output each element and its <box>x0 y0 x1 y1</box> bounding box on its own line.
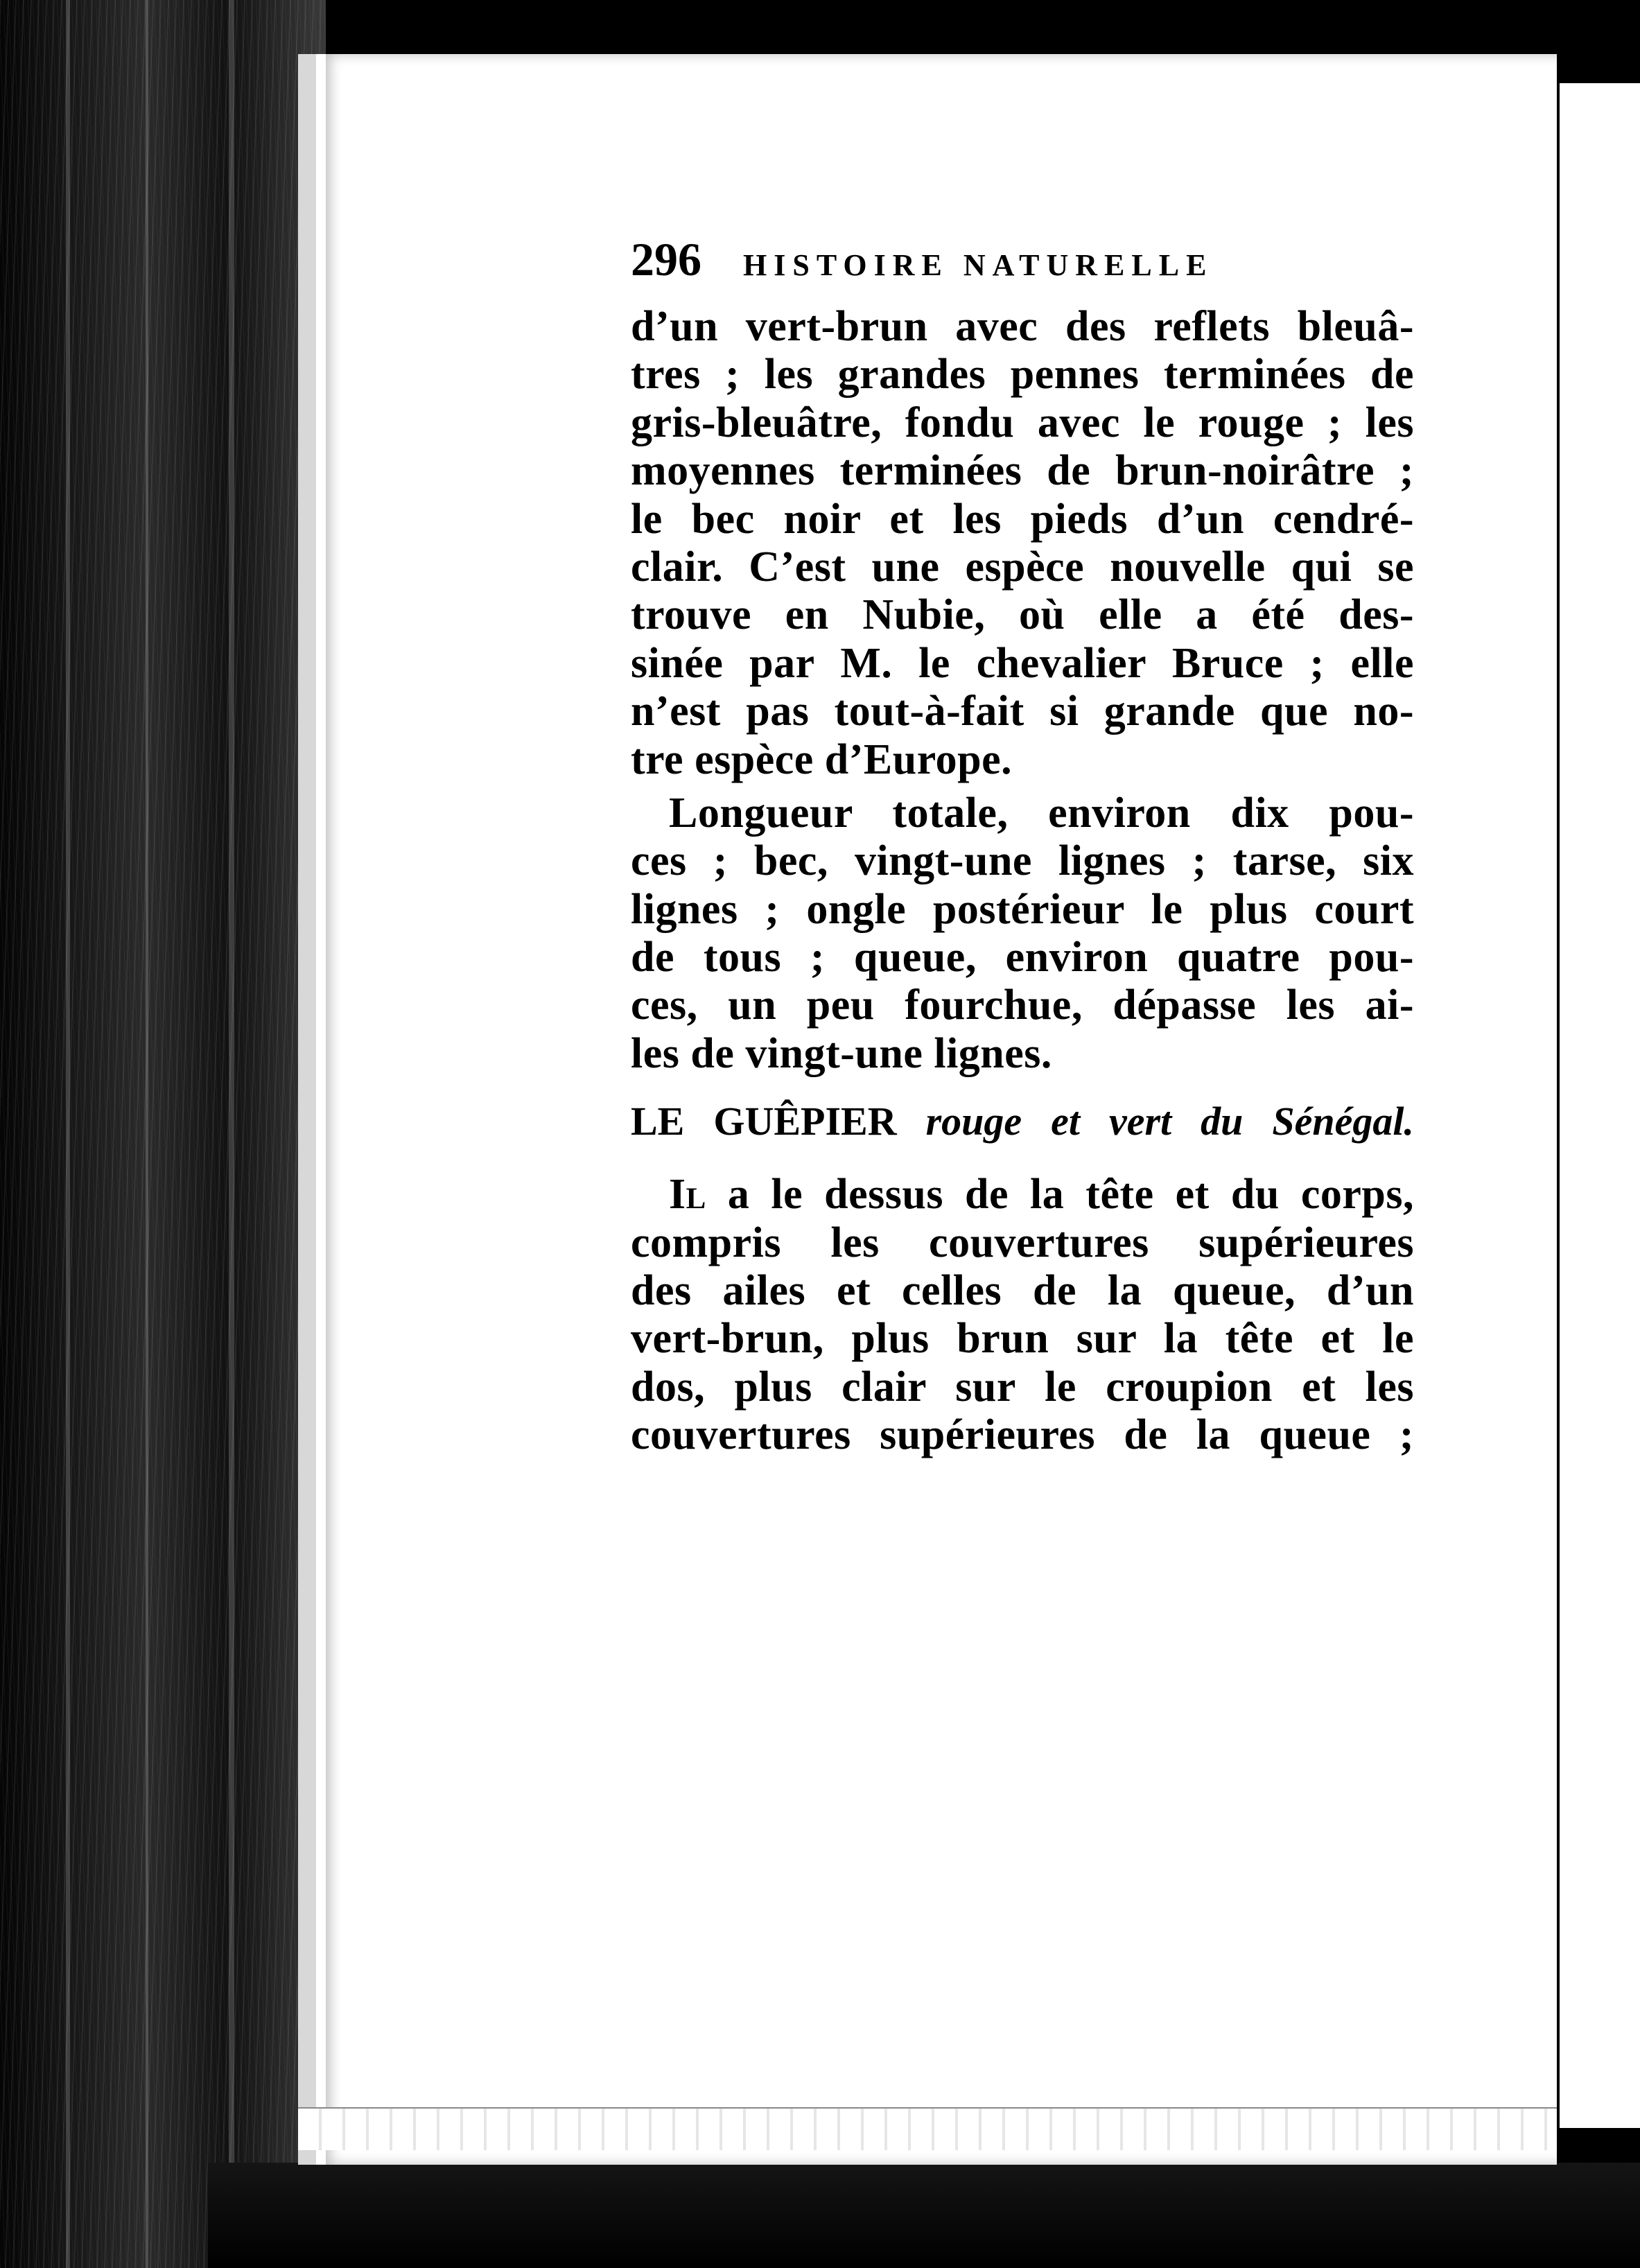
drop-cap: Il <box>669 1171 706 1219</box>
text-line: ces, un peu fourchue, dépasse les ai- <box>631 982 1414 1029</box>
text-line: sinée par M. le chevalier Bruce ; elle <box>631 639 1414 687</box>
text-line: de tous ; queue, environ quatre pou- <box>631 934 1414 982</box>
text-line: le bec noir et les pieds d’un cendré- <box>631 495 1414 543</box>
text-line: dos, plus clair sur le croupion et les <box>631 1363 1414 1411</box>
section-heading <box>631 1090 1414 1153</box>
page-bottom-edge <box>298 2107 1557 2150</box>
text-line: couvertures supérieures de la queue ; <box>631 1411 1414 1459</box>
scan-bottom-border <box>208 2163 1640 2268</box>
text-line: d’un vert-brun avec des reflets bleuâ- <box>631 303 1414 350</box>
text-line: ces ; bec, vingt-une lignes ; tarse, six <box>631 837 1414 885</box>
text-line: tre espèce d’Europe. <box>631 735 1013 783</box>
paragraph-measurements-continued <box>631 837 1414 1078</box>
page-number: 296 <box>631 233 701 286</box>
running-title: HISTOIRE NATURELLE <box>743 248 1214 282</box>
binding-streak <box>146 0 148 2268</box>
heading-subtitle: rouge et vert du Sénégal. <box>925 1099 1414 1144</box>
binding-streak <box>229 0 234 2268</box>
paragraph-measurements <box>631 790 1414 837</box>
text-line: moyennes terminées de brun-noirâtre ; <box>631 447 1414 495</box>
text-line: n’est pas tout-à-fait si grande que no- <box>631 688 1414 735</box>
page-text <box>631 232 1414 1460</box>
text-line-rest: a le dessus de la tête et du corps, <box>706 1171 1414 1219</box>
text-line: des ailes et celles de la queue, d’un <box>631 1267 1414 1315</box>
paragraph-description <box>631 303 1414 784</box>
binding-streak <box>66 0 70 2268</box>
running-header <box>631 232 1414 303</box>
text-line: lignes ; ongle postérieur le plus court <box>631 885 1414 933</box>
facing-page-edge <box>1553 83 1640 2128</box>
text-line: vert-brun, plus brun sur la tête et le <box>631 1315 1414 1363</box>
text-line: clair. C’est une espèce nouvelle qui se <box>631 543 1414 591</box>
text-line <box>631 1171 1414 1219</box>
text-line: Longueur totale, environ dix pou- <box>669 789 1414 837</box>
text-line: trouve en Nubie, où elle a été des- <box>631 591 1414 639</box>
text-line: tres ; les grandes pennes terminées de <box>631 351 1414 399</box>
text-line: compris les couvertures supérieures <box>631 1219 1414 1266</box>
heading-name: LE GUÊPIER <box>631 1099 897 1144</box>
book-binding <box>0 0 326 2268</box>
text-line: gris-bleuâtre, fondu avec le rouge ; les <box>631 399 1414 446</box>
text-line: les de vingt-une lignes. <box>631 1029 1052 1077</box>
paragraph-guepier <box>631 1171 1414 1459</box>
